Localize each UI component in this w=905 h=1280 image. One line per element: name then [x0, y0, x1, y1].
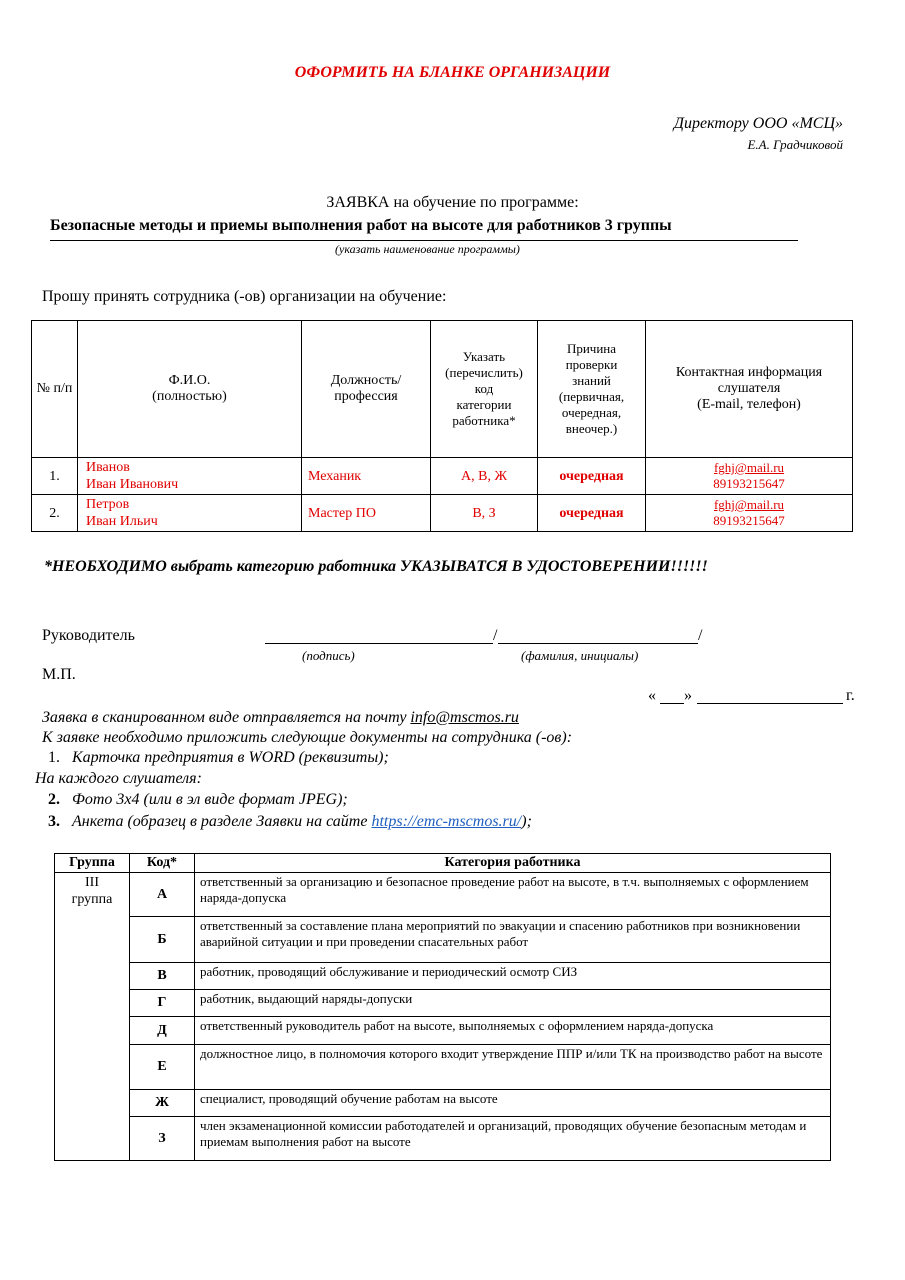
group-cell: [55, 873, 130, 1161]
addressee-title: Директору ООО «МСЦ»: [673, 115, 843, 132]
manager-label: Руководитель: [42, 627, 135, 644]
header-fio-line: (полностью): [152, 389, 227, 404]
row-num: 2.: [32, 495, 78, 532]
program-hint: (указать наименование программы): [335, 242, 520, 256]
category-description: ответственный руководитель работ на высоте, выполняемых с оформлением наряда-допуска: [195, 1017, 831, 1045]
category-code: Д: [130, 1017, 195, 1045]
row-contact: [646, 458, 853, 495]
category-description: работник, выдающий наряды-допуски: [195, 990, 831, 1017]
banner-instruction: ОФОРМИТЬ НА БЛАНКЕ ОРГАНИЗАЦИИ: [294, 64, 611, 81]
list-item-num: 2.: [48, 791, 60, 808]
request-title: ЗАЯВКА на обучение по программе:: [326, 194, 579, 211]
list-item-text: Анкета (образец в разделе Заявки на сайте: [72, 813, 372, 830]
employees-table: [31, 320, 853, 532]
category-description: ответственный за составление плана мероприятий по эвакуации и спасению работников при возникновении аварийной ситуации и при проведении спасательных работ: [195, 917, 831, 963]
header-category: [431, 321, 538, 458]
header-contact: [646, 321, 853, 458]
row-contact: [646, 495, 853, 532]
header-position: [302, 321, 431, 458]
row-num: 1.: [32, 458, 78, 495]
date-open-quote: «: [648, 687, 656, 704]
program-underline: [50, 240, 798, 241]
header-category-line: (перечислить): [445, 365, 523, 380]
list-item-num: 1.: [48, 749, 60, 766]
category-description: должностное лицо, в полномочия которого входит утверждение ППР и/или ТК на производство работ на высоте: [195, 1045, 831, 1090]
signature-slash: /: [493, 627, 498, 644]
header-reason: [538, 321, 646, 458]
category-description: работник, проводящий обслуживание и периодический осмотр СИЗ: [195, 963, 831, 990]
list-item: [48, 813, 532, 831]
category-code: В: [130, 963, 195, 990]
category-code: Ж: [130, 1090, 195, 1117]
category-code: Г: [130, 990, 195, 1017]
row-name: Иван Иванович: [86, 477, 179, 492]
row-codes: В, З: [431, 495, 538, 532]
header-contact-line: Контактная информация: [675, 365, 823, 380]
header-contact-line: слушателя: [717, 381, 781, 396]
signature-hint: (подпись): [302, 648, 355, 663]
name-hint: (фамилия, инициалы): [521, 648, 639, 663]
table-row: [55, 1090, 831, 1117]
category-description: специалист, проводящий обучение работам на высоте: [195, 1090, 831, 1117]
table-row: [55, 1017, 831, 1045]
row-codes: А, В, Ж: [431, 458, 538, 495]
date-year-suffix: г.: [846, 687, 855, 704]
send-instruction: [42, 709, 519, 727]
row-phone: 89193215647: [713, 476, 785, 491]
stamp-placeholder: М.П.: [42, 666, 76, 683]
row-name: Иван Ильич: [86, 514, 158, 529]
list-item: [48, 791, 348, 809]
list-item: [48, 749, 389, 767]
signature-line: [265, 643, 493, 644]
date-day-line: [660, 703, 684, 704]
table-row: [55, 963, 831, 990]
table-row: [55, 1045, 831, 1090]
list-item-text: Карточка предприятия в WORD (реквизиты);: [72, 749, 389, 766]
row-surname: Иванов: [86, 460, 130, 475]
employees-header-row: [32, 321, 853, 458]
date-month-line: [697, 703, 843, 704]
header-category-line: работника*: [452, 413, 516, 428]
category-description: ответственный за организацию и безопасное проведение работ на высоте, в т.ч. выполняемых с оформлением наряда-допуска: [195, 873, 831, 917]
header-category-line: Указать: [462, 349, 506, 364]
per-listener-label: На каждого слушателя:: [35, 770, 202, 787]
category-note: *НЕОБХОДИМО выбрать категорию работника УКАЗЫВАТСЯ В УДОСТОВЕРЕНИИ!!!!!!: [44, 558, 708, 575]
intro-text: Прошу принять сотрудника (-ов) организации на обучение:: [42, 288, 447, 305]
row-surname: Петров: [86, 497, 130, 512]
category-description: член экзаменационной комиссии работодателей и организаций, проводящих обучение безопасным методам и приемам выполнения работ на высоте: [195, 1117, 831, 1161]
table-row: [32, 458, 853, 495]
header-position-line: Должность/: [330, 373, 402, 388]
group-number: III: [85, 875, 99, 890]
row-phone: 89193215647: [713, 513, 785, 528]
row-position: Механик: [302, 458, 431, 495]
category-code: Б: [130, 917, 195, 963]
row-fio: [78, 495, 302, 532]
name-slash: /: [698, 627, 703, 644]
header-fio-line: Ф.И.О.: [168, 373, 211, 388]
categories-table: [54, 853, 831, 1161]
header-reason-line: внеочер.): [565, 421, 618, 436]
header-contact-line: (E-mail, телефон): [697, 397, 801, 412]
table-row: [55, 917, 831, 963]
category-code: А: [130, 873, 195, 917]
header-reason-line: знаний: [572, 373, 611, 388]
send-email-link[interactable]: info@mscmos.ru: [410, 709, 519, 726]
list-item-num: 3.: [48, 813, 60, 830]
group-word: группа: [71, 892, 113, 907]
header-num-label: № п/п: [36, 381, 73, 396]
categories-header-row: [55, 854, 831, 873]
header-position-line: профессия: [334, 389, 398, 404]
row-email-link[interactable]: fghj@mail.ru: [713, 497, 785, 512]
header-reason-line: очередная,: [561, 405, 622, 420]
table-row: [55, 1117, 831, 1161]
name-line: [498, 643, 698, 644]
category-code: Е: [130, 1045, 195, 1090]
program-name: Безопасные методы и приемы выполнения работ на высоте для работников 3 группы: [50, 217, 672, 234]
header-reason-line: Причина: [566, 341, 617, 356]
list-item-text: Фото 3х4 (или в эл виде формат JPEG);: [72, 791, 348, 808]
table-row: [55, 873, 831, 917]
header-reason-line: (первичная,: [558, 389, 625, 404]
website-link[interactable]: https://emc-mscmos.ru/: [371, 813, 522, 830]
header-category-line: категории: [456, 397, 512, 412]
row-fio: [78, 458, 302, 495]
row-position: Мастер ПО: [302, 495, 431, 532]
list-item-suffix: );: [521, 813, 532, 830]
row-reason: очередная: [538, 495, 646, 532]
header-code: Код*: [130, 854, 195, 873]
attach-instruction: К заявке необходимо приложить следующие документы на сотрудника (-ов):: [42, 729, 573, 746]
table-row: [55, 990, 831, 1017]
table-row: [32, 495, 853, 532]
send-instruction-text: Заявка в сканированном виде отправляется на почту: [42, 709, 411, 726]
row-email-link[interactable]: fghj@mail.ru: [713, 460, 785, 475]
addressee-name: Е.А. Градчиковой: [747, 137, 843, 152]
header-reason-line: проверки: [565, 357, 618, 372]
date-close-quote: »: [684, 687, 692, 704]
header-category-line: код: [474, 381, 494, 396]
header-group: Группа: [55, 854, 130, 873]
header-num: [32, 321, 78, 458]
row-reason: очередная: [538, 458, 646, 495]
category-code: З: [130, 1117, 195, 1161]
header-category: Категория работника: [195, 854, 831, 873]
header-fio: [78, 321, 302, 458]
